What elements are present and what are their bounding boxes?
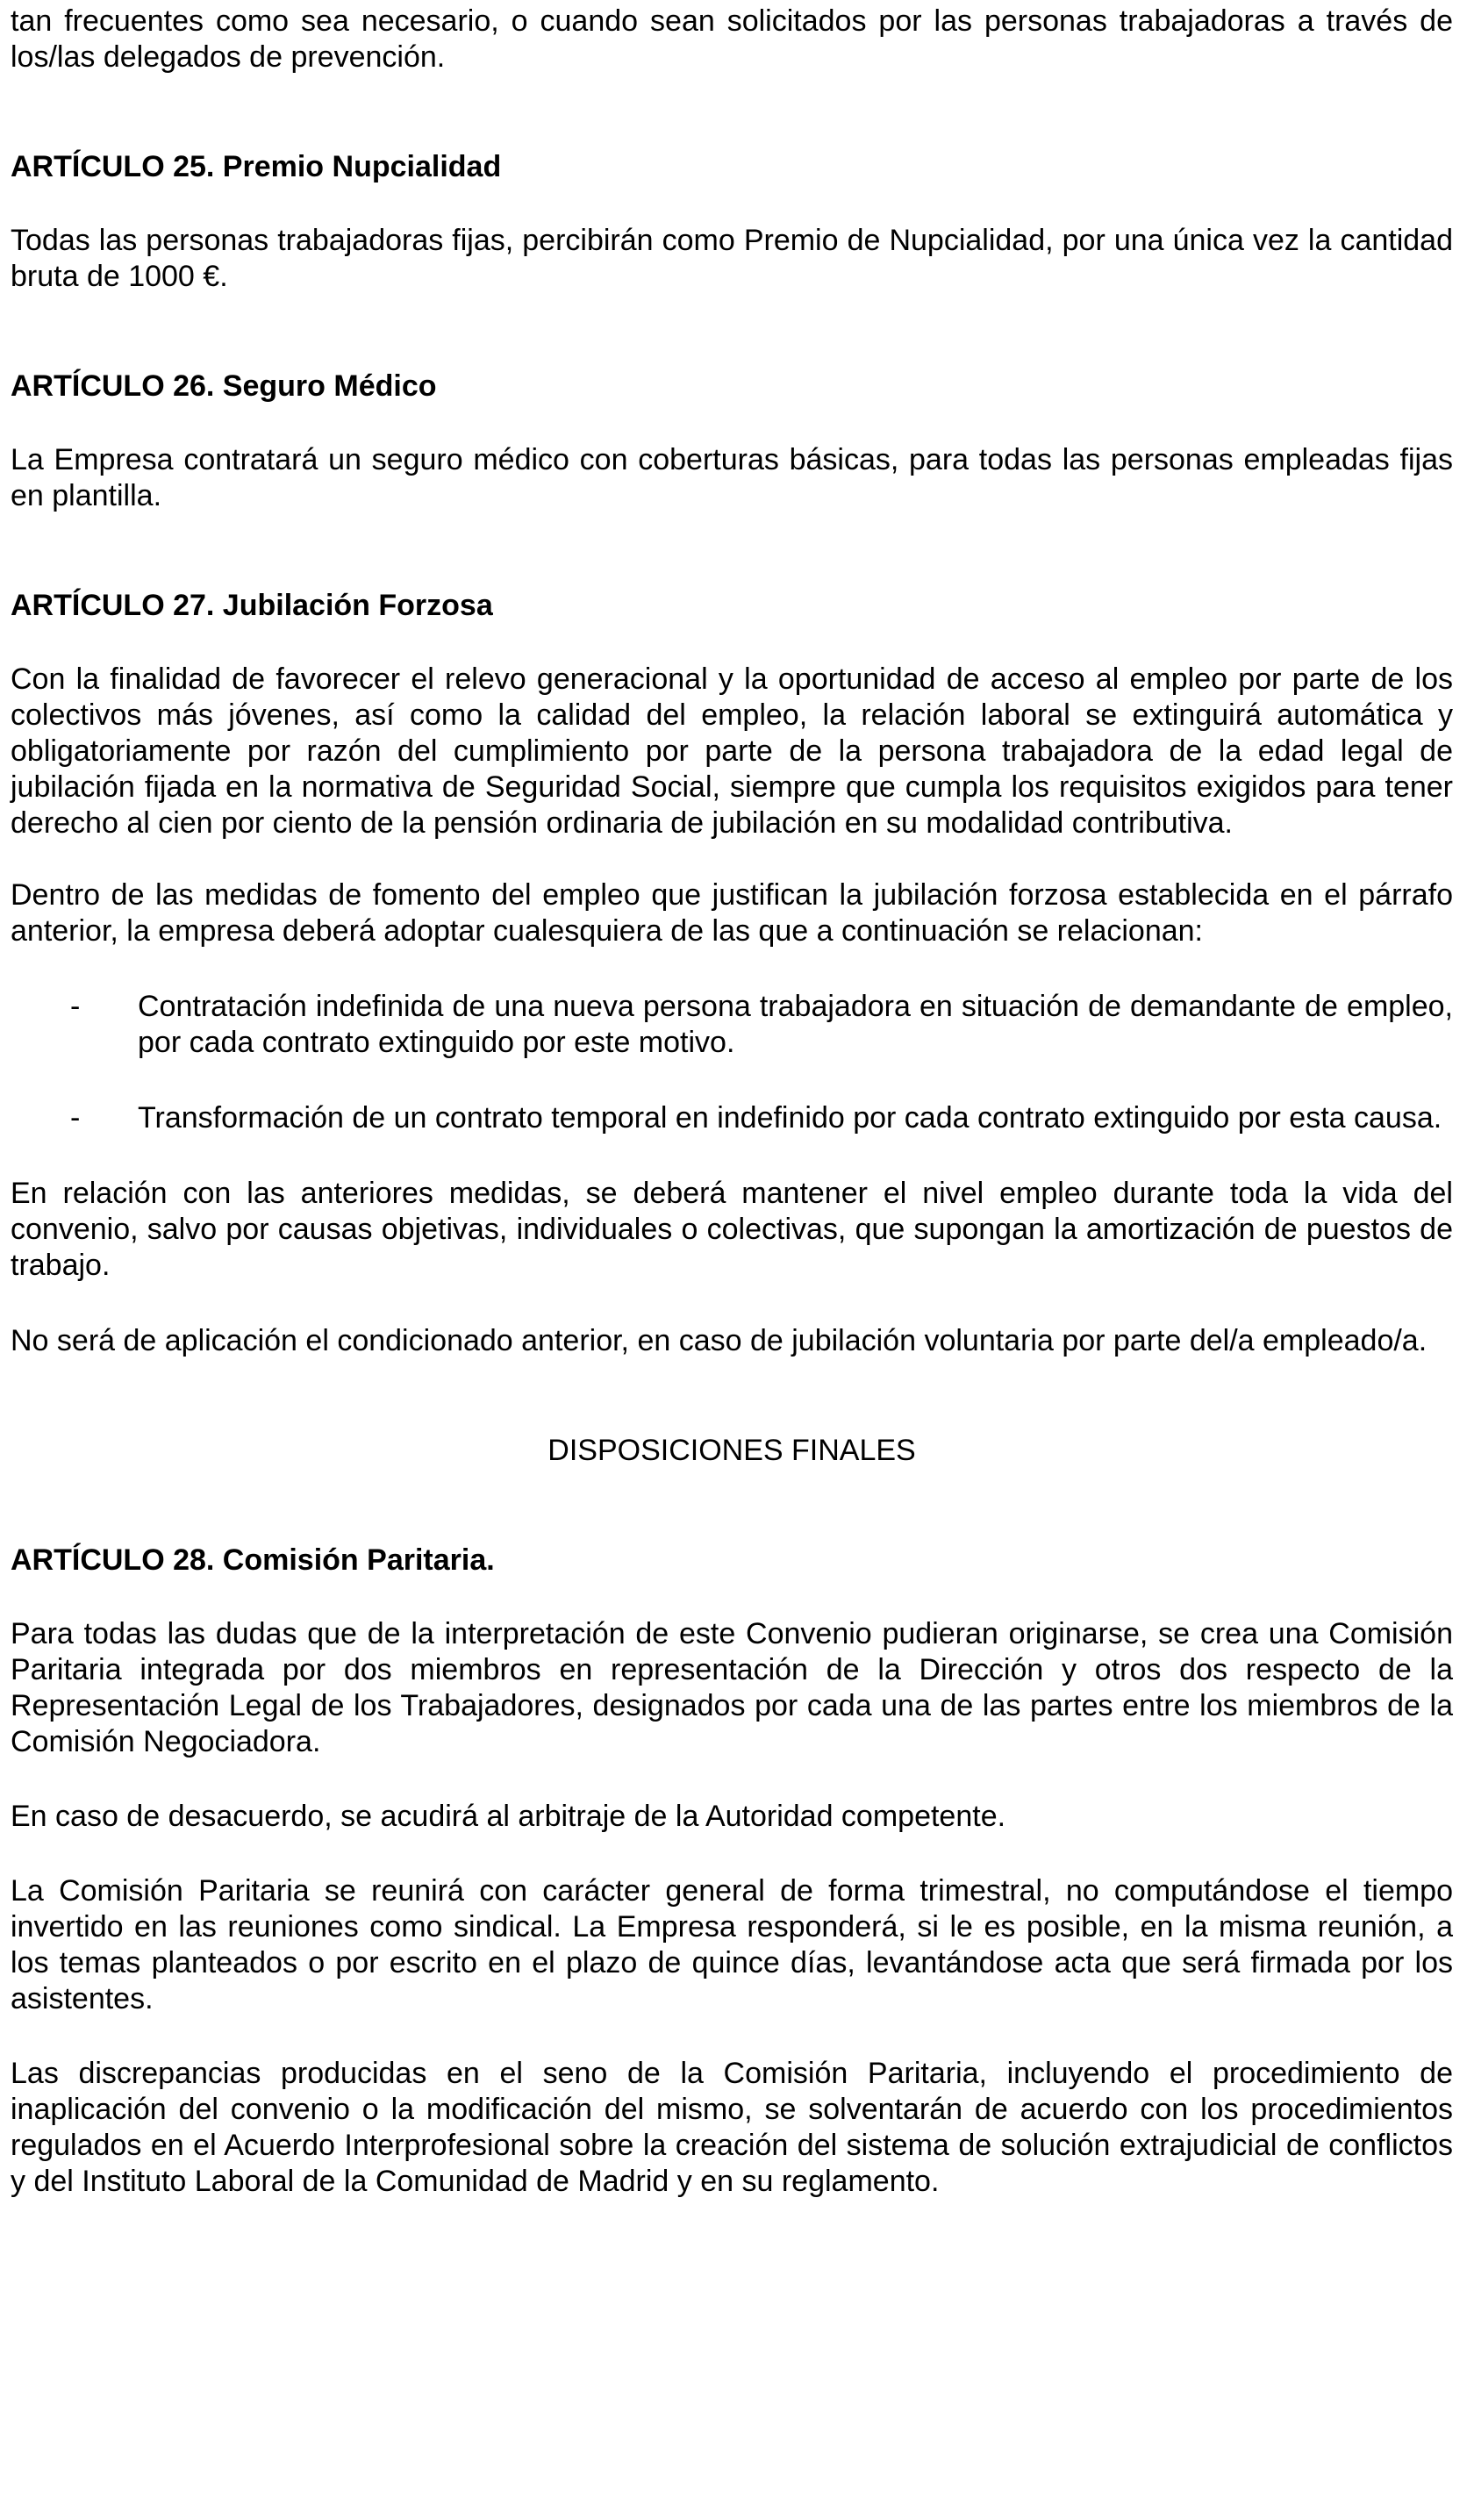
article-27-paragraph-4: No será de aplicación el condicionado anterior, en caso de jubilación voluntaria por parte del/a empleado/a.	[11, 1324, 1427, 1357]
article-26-heading: ARTÍCULO 26. Seguro Médico	[11, 369, 437, 403]
article-25-heading: ARTÍCULO 25. Premio Nupcialidad	[11, 150, 502, 183]
article-27-paragraph-3: En relación con las anteriores medidas, se deberá mantener el nivel empleo durante toda la vida del convenio, salvo por causas objetivas, individuales o colectivas, que supongan la amortización de puestos de trabajo.	[11, 1177, 1453, 1282]
article-28-paragraph-4: Las discrepancias producidas en el seno de la Comisión Paritaria, incluyendo el procedimiento de inaplicación del convenio o la modificación del mismo, se solventarán de acuerdo con los procedimientos regulados en el Acuerdo Interprofesional sobre la creación del sistema de solución extrajudicial de conflictos y del Instituto Laboral de la Comunidad de Madrid y en su reglamento.	[11, 2057, 1453, 2198]
list-item	[11, 1100, 1453, 1136]
article-28-paragraph-3: La Comisión Paritaria se reunirá con carácter general de forma trimestral, no computándose el tiempo invertido en las reuniones como sindical. La Empresa responderá, si le es posible, en la misma reunión, a los temas planteados o por escrito en el plazo de quince días, levantándose acta que será firmada por los asistentes.	[11, 1874, 1453, 2015]
article-27-paragraph-2: Dentro de las medidas de fomento del empleo que justifican la jubilación forzosa establecida en el párrafo anterior, la empresa deberá adoptar cualesquiera de las que a continuación se relacionan:	[11, 878, 1453, 948]
article-28-heading: ARTÍCULO 28. Comisión Paritaria.	[11, 1543, 495, 1577]
document-page	[11, 4, 1453, 2200]
list-item-text: Transformación de un contrato temporal en indefinido por cada contrato extinguido por esta causa.	[138, 1101, 1442, 1135]
article-26-paragraph: La Empresa contratará un seguro médico con coberturas básicas, para todas las personas empleadas fijas en plantilla.	[11, 443, 1453, 512]
intro-paragraph: tan frecuentes como sea necesario, o cuando sean solicitados por las personas trabajadoras a través de los/las delegados de prevención.	[11, 4, 1453, 74]
list-item	[11, 989, 1453, 1061]
list-item-text: Contratación indefinida de una nueva persona trabajadora en situación de demandante de empleo, por cada contrato extinguido por este motivo.	[138, 990, 1453, 1059]
section-heading-disposiciones-finales: DISPOSICIONES FINALES	[547, 1434, 916, 1467]
article-28-paragraph-2: En caso de desacuerdo, se acudirá al arbitraje de la Autoridad competente.	[11, 1800, 1006, 1833]
article-27-paragraph-1: Con la finalidad de favorecer el relevo generacional y la oportunidad de acceso al empleo por parte de los colectivos más jóvenes, así como la calidad del empleo, la relación laboral se extinguirá automática y obligatoriamente por razón del cumplimiento por parte de la persona trabajadora de la edad legal de jubilación fijada en la normativa de Seguridad Social, siempre que cumpla los requisitos exigidos para tener derecho al cien por ciento de la pensión ordinaria de jubilación en su modalidad contributiva.	[11, 662, 1453, 840]
article-25-paragraph: Todas las personas trabajadoras fijas, percibirán como Premio de Nupcialidad, por una única vez la cantidad bruta de 1000 €.	[11, 224, 1453, 293]
list-bullet: -	[70, 990, 81, 1023]
list-bullet: -	[70, 1101, 81, 1135]
article-27-heading: ARTÍCULO 27. Jubilación Forzosa	[11, 589, 493, 622]
article-28-paragraph-1: Para todas las dudas que de la interpretación de este Convenio pudieran originarse, se crea una Comisión Paritaria integrada por dos miembros en representación de la Dirección y otros dos respecto de la Representación Legal de los Trabajadores, designados por cada una de las partes entre los miembros de la Comisión Negociadora.	[11, 1617, 1453, 1758]
